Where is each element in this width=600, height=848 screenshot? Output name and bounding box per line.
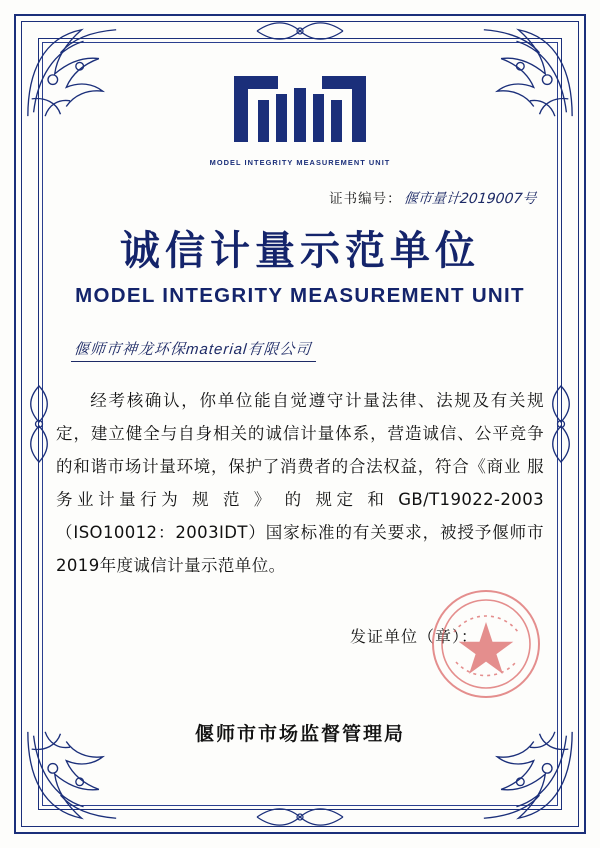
body-paragraph xyxy=(56,384,544,582)
recipient-row xyxy=(56,338,544,362)
emblem-icon xyxy=(228,70,372,148)
issuer-row xyxy=(56,624,544,647)
certificate-number-value: 偃市量计2019007号 xyxy=(402,191,537,207)
edge-ornament-top xyxy=(255,18,345,44)
side-ornament-left xyxy=(22,384,56,464)
title-chinese: 诚信计量示范单位 xyxy=(120,228,480,274)
logo-block xyxy=(56,70,544,167)
certificate-number-row xyxy=(56,187,544,209)
edge-ornament-bottom xyxy=(255,804,345,830)
certificate-number-label: 证书编号： xyxy=(329,191,402,206)
certificate-content xyxy=(56,52,544,792)
issuer-label: 发证单位（章）： xyxy=(349,629,478,646)
official-seal-stamp xyxy=(432,590,540,698)
logo-caption: MODEL INTEGRITY MEASUREMENT UNIT xyxy=(209,158,391,167)
title-english: MODEL INTEGRITY MEASUREMENT UNIT xyxy=(75,284,525,307)
recipient-name: 偃师市神龙环保material有限公司 xyxy=(71,338,318,362)
side-ornament-right xyxy=(544,384,578,464)
footer-organization: 偃师市市场监督管理局 xyxy=(194,723,405,745)
body-paragraph-text: 经考核确认，你单位能自觉遵守计量法律、法规及有关规定，建立健全与自身相关的诚信计量体系，营造诚信、公平竞争的和谐市场计量环境，保护了消费者的合法权益，符合《商业 服务业计量行为 规 范 》 的 规定 和 GB/T19022-2003（ISO10012：2003IDT）国家标准的有关要求，被授予偃师市2019年度诚信计量示范单位。 xyxy=(56,391,544,575)
